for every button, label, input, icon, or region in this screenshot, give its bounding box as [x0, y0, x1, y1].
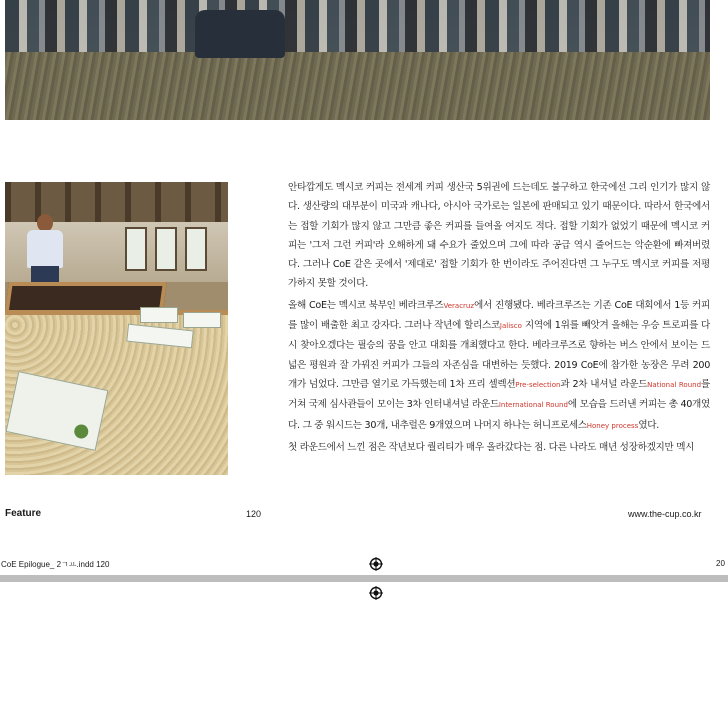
cupping-room-photo — [5, 182, 228, 475]
footnote-term: National Round — [647, 380, 702, 389]
photo-window — [155, 227, 177, 271]
paragraph-text: 지역에 1위를 빼앗겨 올해는 우승 트로피를 다시 찾아오겠다는 필승의 꿈을 안고 대회를 개최했다고 한다. 베라크루즈로 향하는 버스 안에서 보이는 드넓은 평원과 잘 가꿔진 커피가 그들의 자존심을 대변하는 듯했다. 2019 CoE에 참가한 농장은 무려 200개가 넘었다. 그만큼 열기로 가득했는데 1차 프리 셀렉션 — [288, 320, 710, 390]
footnote-term: Pre-selection — [515, 380, 561, 389]
paragraph — [288, 178, 710, 294]
paragraph-text: 안타깝게도 멕시코 커피는 전세계 커피 생산국 5위권에 드는데도 불구하고 한국에선 그리 인기가 많지 않다. 생산량의 대부분이 미국과 캐나다, 아시아 국가로는 일본에 판매되고 있기 때문이다. 따라서 한국에서는 접할 기회가 많지 않고 그만큼 좋은 커피를 들여올 여지도 적다. 접할 기회가 없었기 때문에 멕시코 커피는 '그저 그런 커피'라 오해하게 돼 수요가 줄었으며 그에 따라 공급 역시 줄어드는 악순환에 빠져버렸다. 그러나 CoE 같은 곳에서 '제대로' 접할 기회가 한 번이라도 주어진다면 그 누구도 멕시코 커피를 저평가하지 못할 것이다. — [288, 182, 710, 290]
footnote-term: Veracruz — [443, 301, 475, 310]
certificate-seal-icon — [73, 423, 90, 440]
group-photo-kneeling-person — [195, 10, 285, 58]
footnote-term: Jalisco — [499, 322, 522, 331]
slug-page: 20 — [716, 559, 725, 568]
registration-mark-icon — [369, 586, 383, 600]
group-photo-crowd — [5, 0, 710, 55]
page-divider-band — [0, 575, 728, 582]
footnote-term: Honey process — [586, 421, 639, 430]
group-photo — [5, 0, 710, 120]
photo-man-shirt — [27, 230, 63, 268]
paragraph-text: 였다. — [638, 419, 659, 431]
photo-window — [185, 227, 207, 271]
registration-mark-icon — [369, 557, 383, 571]
page-number: 120 — [246, 509, 262, 519]
slug-filename: CoE Epilogue_ 2ㄱㅛ.indd 120 — [1, 560, 110, 569]
sample-card — [140, 307, 178, 323]
paragraph-text: 올해 CoE는 멕시코 북부인 베라크루즈 — [288, 299, 444, 311]
article-body — [288, 178, 710, 459]
section-label: Feature — [5, 508, 42, 519]
footnote-term: International Round — [498, 401, 568, 410]
paragraph-text: 에서 진행됐다. 베라크루즈는 기존 CoE 대회에서 1등 커피를 많이 배출한 최고 강자다. 그러나 작년에 할리스코 — [288, 299, 710, 332]
paragraph-text: 첫 라운드에서 느낀 점은 작년보다 퀄리티가 매우 올라갔다는 점. 다른 나라도 매년 성장하겠지만 멕시 — [288, 441, 695, 453]
paragraph — [288, 296, 710, 436]
group-photo-grass — [5, 52, 710, 120]
photo-window — [125, 227, 147, 271]
paragraph — [288, 438, 710, 457]
paragraph-text: 에 모습을 드러낸 커피는 총 40개였다. 그 중 워시드는 30개, 내추럴은 9개였으며 나머지 하나는 허니프로세스 — [288, 399, 710, 431]
website-url: www.the-cup.co.kr — [628, 509, 702, 519]
paragraph-text: 과 2차 내셔널 라운드 — [560, 378, 648, 390]
paragraph-text: 를 거쳐 국제 심사관들이 모이는 3차 인터내셔널 라운드 — [288, 378, 710, 411]
sample-card — [183, 312, 221, 328]
